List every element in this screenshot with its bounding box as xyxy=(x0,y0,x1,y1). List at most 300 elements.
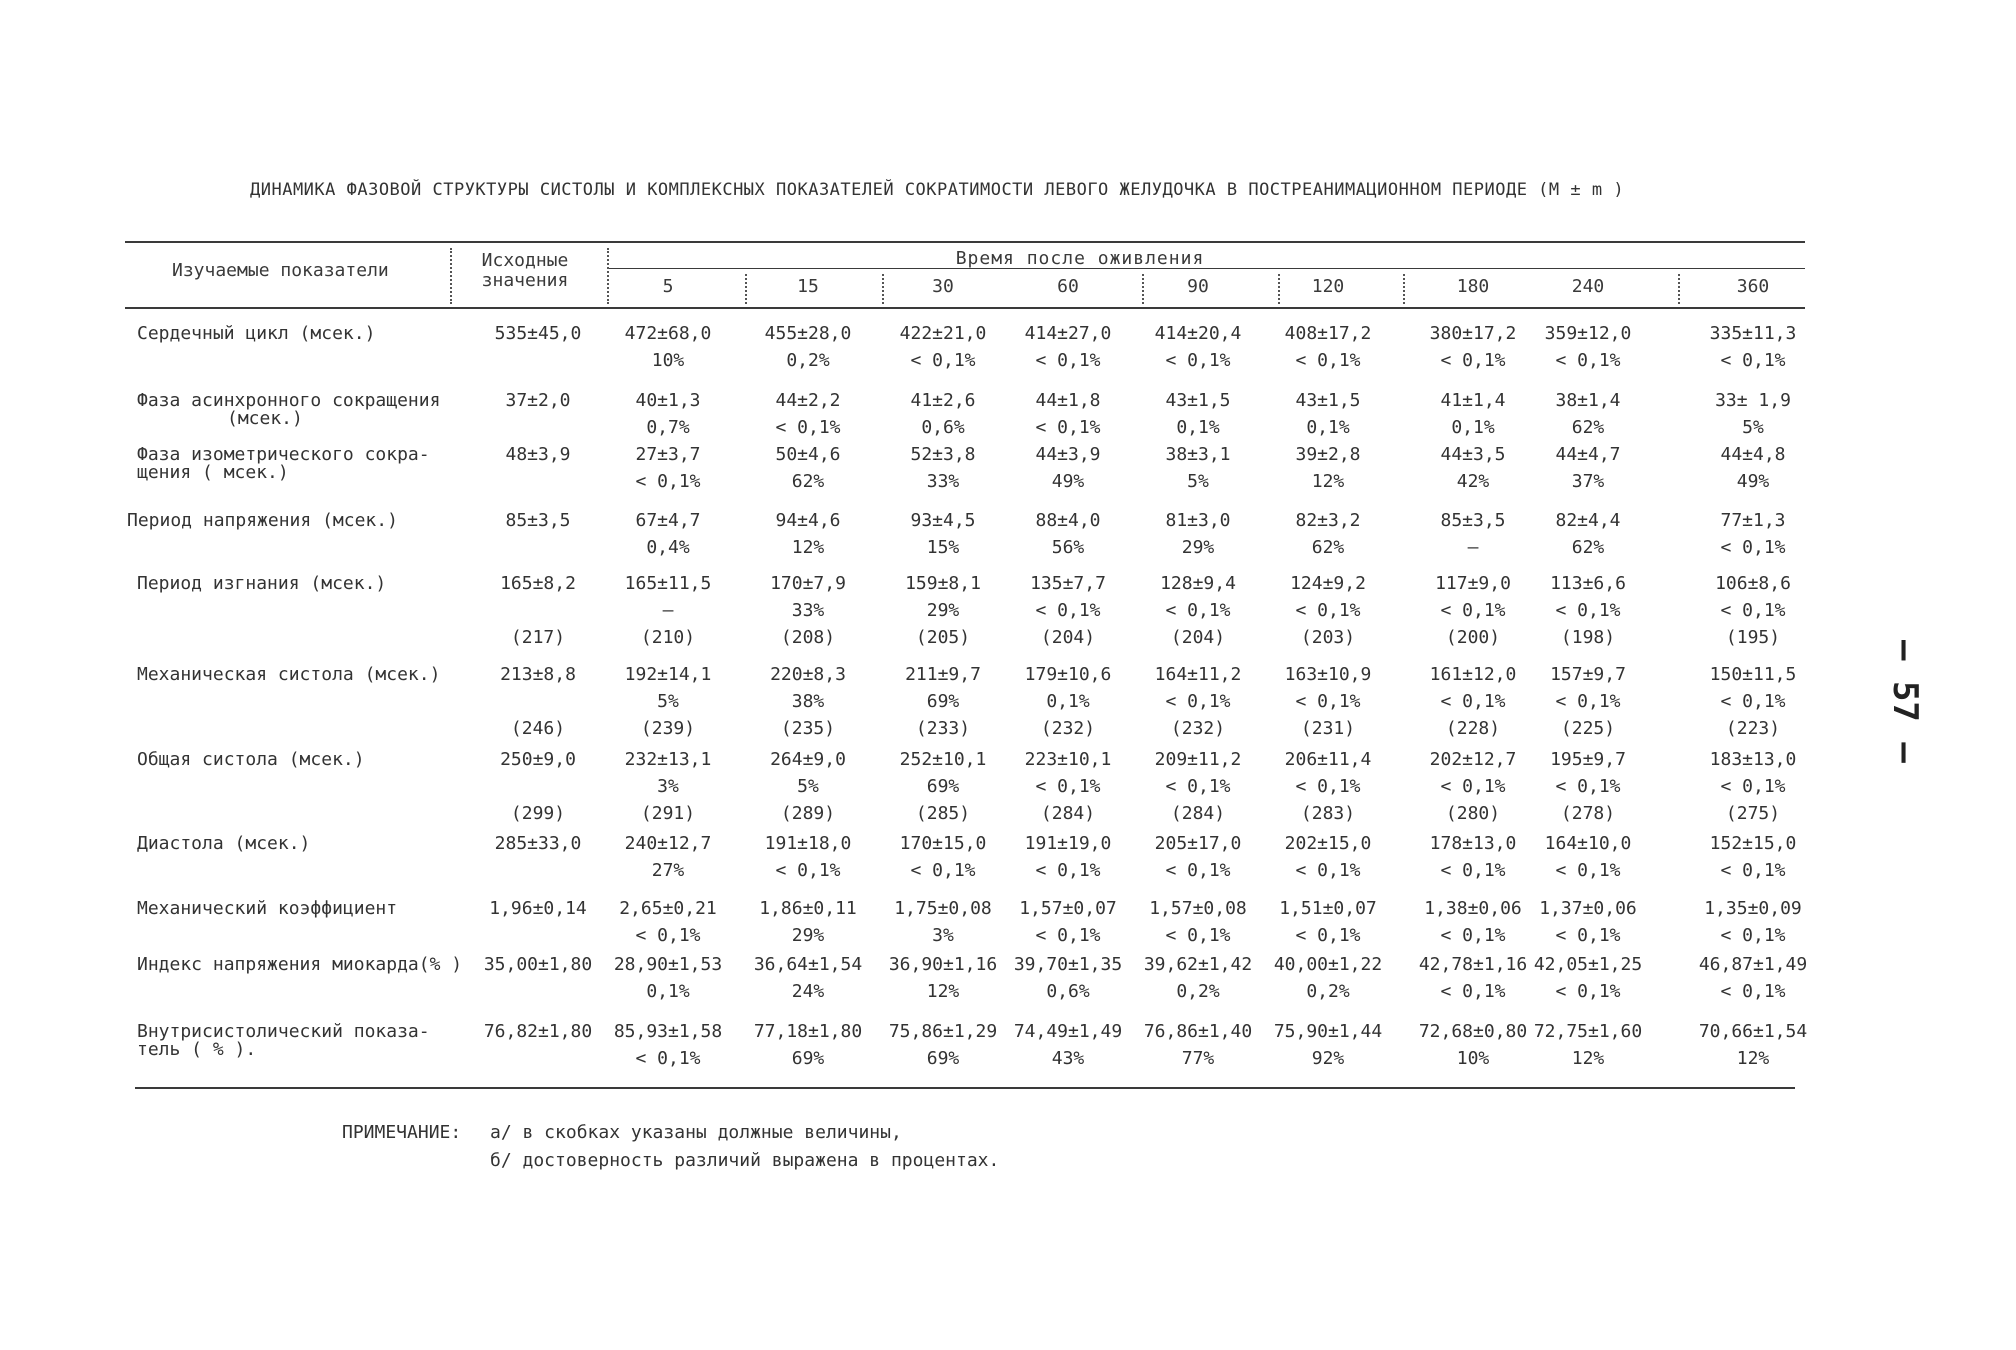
mean-value: 179±10,6 xyxy=(1024,664,1112,685)
value-cell xyxy=(738,951,878,1005)
mean-value: 39,62±1,42 xyxy=(1143,954,1253,975)
significance-value: 0,1% xyxy=(1306,417,1350,438)
row-label-line: Период напряжения (мсек.) xyxy=(127,510,398,531)
significance-value: 38% xyxy=(791,691,825,712)
significance-value: < 0,1% xyxy=(1295,776,1361,797)
significance-value: 0,1% xyxy=(1176,417,1220,438)
value-cell xyxy=(598,570,738,651)
significance-value: < 0,1% xyxy=(1165,600,1231,621)
value-cell xyxy=(598,951,738,1005)
mean-value: 264±9,0 xyxy=(770,749,846,770)
value-cell xyxy=(1128,387,1268,441)
significance-value: 69% xyxy=(926,776,960,797)
expected-value: (223) xyxy=(1725,718,1781,739)
value-cell xyxy=(1258,507,1398,561)
expected-value: (280) xyxy=(1445,803,1501,824)
baseline-cell xyxy=(468,1018,608,1045)
value-cell xyxy=(1128,570,1268,651)
mean-value: 380±17,2 xyxy=(1429,323,1517,344)
value-cell xyxy=(738,830,878,884)
significance-value: < 0,1% xyxy=(1555,600,1621,621)
row-label-line: Диастола (мсек.) xyxy=(137,833,311,854)
significance-value: < 0,1% xyxy=(1720,925,1786,946)
baseline-cell xyxy=(468,895,608,922)
value-cell xyxy=(1258,387,1398,441)
significance-value: 92% xyxy=(1311,1048,1345,1069)
significance-value: < 0,1% xyxy=(1165,350,1231,371)
significance-value: < 0,1% xyxy=(1720,860,1786,881)
expected-value: (246) xyxy=(510,718,566,739)
significance-value: 49% xyxy=(1736,471,1770,492)
mean-value: 88±4,0 xyxy=(1035,510,1101,531)
value-cell xyxy=(1128,320,1268,374)
significance-value: < 0,1% xyxy=(1555,925,1621,946)
significance-value: < 0,1% xyxy=(1165,860,1231,881)
time-column-separator xyxy=(1678,274,1680,304)
significance-value: < 0,1% xyxy=(1440,691,1506,712)
header-separator xyxy=(450,248,452,304)
value-cell xyxy=(998,951,1138,1005)
significance-value: 33% xyxy=(926,471,960,492)
value-cell xyxy=(1258,441,1398,495)
mean-value: 39,70±1,35 xyxy=(1013,954,1123,975)
mean-value: 44±4,8 xyxy=(1720,444,1786,465)
baseline-header-line2: значения xyxy=(481,270,569,291)
row-label xyxy=(137,956,462,974)
significance-value: 0,1% xyxy=(1451,417,1495,438)
row-label xyxy=(137,751,365,769)
mean-value: 46,87±1,49 xyxy=(1698,954,1808,975)
significance-value: < 0,1% xyxy=(1165,925,1231,946)
mean-value: 211±9,7 xyxy=(905,664,981,685)
significance-value: 49% xyxy=(1051,471,1085,492)
mean-value: 85±3,5 xyxy=(505,510,571,531)
value-cell xyxy=(1518,320,1658,374)
mean-value: 94±4,6 xyxy=(775,510,841,531)
value-cell xyxy=(1258,570,1398,651)
mean-value: 164±10,0 xyxy=(1544,833,1632,854)
expected-value: (208) xyxy=(780,627,836,648)
mean-value: 75,90±1,44 xyxy=(1273,1021,1383,1042)
mean-value: 128±9,4 xyxy=(1160,573,1236,594)
value-cell xyxy=(598,320,738,374)
significance-value: 29% xyxy=(1181,537,1215,558)
mean-value: 1,57±0,08 xyxy=(1149,898,1247,919)
row-label-line: (мсек.) xyxy=(227,408,303,429)
mean-value: 414±27,0 xyxy=(1024,323,1112,344)
mean-value: 1,38±0,06 xyxy=(1424,898,1522,919)
row-label xyxy=(137,325,375,343)
value-cell xyxy=(873,387,1013,441)
mean-value: 43±1,5 xyxy=(1295,390,1361,411)
mean-value: 33± 1,9 xyxy=(1715,390,1791,411)
mean-value: 285±33,0 xyxy=(494,833,582,854)
mean-value: 150±11,5 xyxy=(1709,664,1797,685)
expected-value: (285) xyxy=(915,803,971,824)
row-label xyxy=(137,392,440,428)
row-label xyxy=(127,512,398,530)
mean-value: 52±3,8 xyxy=(910,444,976,465)
mean-value: 72,68±0,80 xyxy=(1418,1021,1528,1042)
expected-value: (284) xyxy=(1040,803,1096,824)
mean-value: 170±7,9 xyxy=(770,573,846,594)
value-cell xyxy=(1683,951,1823,1005)
expected-value: (232) xyxy=(1040,718,1096,739)
mean-value: 106±8,6 xyxy=(1715,573,1791,594)
significance-value: 0,1% xyxy=(1046,691,1090,712)
expected-value: (200) xyxy=(1445,627,1501,648)
mean-value: 77,18±1,80 xyxy=(753,1021,863,1042)
mean-value: 44±1,8 xyxy=(1035,390,1101,411)
mean-value: 455±28,0 xyxy=(764,323,852,344)
time-header-120: 120 xyxy=(1311,276,1345,297)
significance-value: 12% xyxy=(791,537,825,558)
value-cell xyxy=(1128,441,1268,495)
significance-value: < 0,1% xyxy=(1035,776,1101,797)
significance-value: < 0,1% xyxy=(635,925,701,946)
mean-value: 44±4,7 xyxy=(1555,444,1621,465)
baseline-header-line1: Исходные xyxy=(481,250,569,271)
expected-value: (284) xyxy=(1170,803,1226,824)
baseline-cell xyxy=(468,507,608,534)
significance-value xyxy=(468,688,608,715)
value-cell xyxy=(998,895,1138,949)
expected-value: (291) xyxy=(640,803,696,824)
value-cell xyxy=(998,746,1138,827)
mean-value: 335±11,3 xyxy=(1709,323,1797,344)
mean-value: 359±12,0 xyxy=(1544,323,1632,344)
significance-value: < 0,1% xyxy=(1440,600,1506,621)
value-cell xyxy=(1128,746,1268,827)
significance-value: 12% xyxy=(1571,1048,1605,1069)
value-cell xyxy=(1683,387,1823,441)
significance-value: < 0,1% xyxy=(1720,981,1786,1002)
value-cell xyxy=(598,387,738,441)
significance-value: 62% xyxy=(1571,537,1605,558)
value-cell xyxy=(1683,895,1823,949)
row-label xyxy=(137,900,397,918)
expected-value: (239) xyxy=(640,718,696,739)
value-cell xyxy=(1518,830,1658,884)
value-cell xyxy=(1258,746,1398,827)
significance-value: < 0,1% xyxy=(1035,600,1101,621)
value-cell xyxy=(738,746,878,827)
mean-value: 213±8,8 xyxy=(500,664,576,685)
significance-value: 10% xyxy=(651,350,685,371)
mean-value: 113±6,6 xyxy=(1550,573,1626,594)
significance-value: 62% xyxy=(791,471,825,492)
significance-value: 62% xyxy=(1311,537,1345,558)
mean-value: 40±1,3 xyxy=(635,390,701,411)
mean-value: 535±45,0 xyxy=(494,323,582,344)
value-cell xyxy=(1683,746,1823,827)
value-cell xyxy=(873,1018,1013,1072)
mean-value: 72,75±1,60 xyxy=(1533,1021,1643,1042)
significance-value: < 0,1% xyxy=(1035,417,1101,438)
mean-value: 1,75±0,08 xyxy=(894,898,992,919)
time-column-separator xyxy=(745,274,747,304)
row-label-line: Период изгнания (мсек.) xyxy=(137,573,387,594)
value-cell xyxy=(1258,830,1398,884)
value-cell xyxy=(873,661,1013,742)
mean-value: 191±18,0 xyxy=(764,833,852,854)
expected-value: (235) xyxy=(780,718,836,739)
baseline-cell xyxy=(468,830,608,857)
mean-value: 38±3,1 xyxy=(1165,444,1231,465)
mean-value: 39±2,8 xyxy=(1295,444,1361,465)
mean-value: 220±8,3 xyxy=(770,664,846,685)
time-header-360: 360 xyxy=(1736,276,1770,297)
time-header-90: 90 xyxy=(1187,276,1209,297)
significance-value: 12% xyxy=(926,981,960,1002)
mean-value: 38±1,4 xyxy=(1555,390,1621,411)
mean-value: 36,90±1,16 xyxy=(888,954,998,975)
expected-value: (204) xyxy=(1170,627,1226,648)
row-label-line: Общая систола (мсек.) xyxy=(137,749,365,770)
value-cell xyxy=(998,570,1138,651)
significance-value: – xyxy=(1467,537,1479,558)
value-cell xyxy=(738,507,878,561)
significance-value: 0,2% xyxy=(786,350,830,371)
mean-value: 117±9,0 xyxy=(1435,573,1511,594)
mean-value: 2,65±0,21 xyxy=(619,898,717,919)
value-cell xyxy=(738,895,878,949)
mean-value: 191±19,0 xyxy=(1024,833,1112,854)
value-cell xyxy=(1258,320,1398,374)
value-cell xyxy=(598,507,738,561)
time-column-separator xyxy=(1142,274,1144,304)
value-cell xyxy=(1683,507,1823,561)
mean-value: 157±9,7 xyxy=(1550,664,1626,685)
significance-value: 12% xyxy=(1311,471,1345,492)
significance-value: < 0,1% xyxy=(1295,600,1361,621)
time-header-30: 30 xyxy=(932,276,954,297)
significance-value: – xyxy=(662,600,674,621)
expected-value: (283) xyxy=(1300,803,1356,824)
baseline-cell xyxy=(468,570,608,651)
value-cell xyxy=(598,746,738,827)
significance-value: < 0,1% xyxy=(1555,350,1621,371)
baseline-cell xyxy=(468,746,608,827)
expected-value: (198) xyxy=(1560,627,1616,648)
value-cell xyxy=(1683,830,1823,884)
mean-value: 76,86±1,40 xyxy=(1143,1021,1253,1042)
value-cell xyxy=(873,746,1013,827)
mean-value: 41±2,6 xyxy=(910,390,976,411)
top-rule xyxy=(125,241,1805,243)
expected-value: (233) xyxy=(915,718,971,739)
value-cell xyxy=(1518,661,1658,742)
significance-value: 29% xyxy=(791,925,825,946)
mean-value: 209±11,2 xyxy=(1154,749,1242,770)
value-cell xyxy=(998,1018,1138,1072)
significance-value: < 0,1% xyxy=(1720,600,1786,621)
mean-value: 252±10,1 xyxy=(899,749,987,770)
value-cell xyxy=(738,570,878,651)
mean-value: 37±2,0 xyxy=(505,390,571,411)
mean-value: 202±15,0 xyxy=(1284,833,1372,854)
significance-value: 24% xyxy=(791,981,825,1002)
significance-value: < 0,1% xyxy=(1555,776,1621,797)
mean-value: 1,96±0,14 xyxy=(489,898,587,919)
significance-value: < 0,1% xyxy=(1165,776,1231,797)
value-cell xyxy=(598,1018,738,1072)
significance-value: < 0,1% xyxy=(1295,691,1361,712)
significance-value: < 0,1% xyxy=(910,350,976,371)
expected-value: (275) xyxy=(1725,803,1781,824)
value-cell xyxy=(1258,895,1398,949)
expected-value: (232) xyxy=(1170,718,1226,739)
significance-value: 0,6% xyxy=(921,417,965,438)
value-cell xyxy=(1518,895,1658,949)
value-cell xyxy=(1258,661,1398,742)
significance-value: 69% xyxy=(791,1048,825,1069)
value-cell xyxy=(998,441,1138,495)
mean-value: 205±17,0 xyxy=(1154,833,1242,854)
significance-value: < 0,1% xyxy=(775,860,841,881)
value-cell xyxy=(738,661,878,742)
mean-value: 40,00±1,22 xyxy=(1273,954,1383,975)
value-cell xyxy=(1258,951,1398,1005)
mean-value: 1,57±0,07 xyxy=(1019,898,1117,919)
significance-value: 29% xyxy=(926,600,960,621)
baseline-cell xyxy=(468,951,608,978)
mean-value: 1,86±0,11 xyxy=(759,898,857,919)
significance-value: < 0,1% xyxy=(1555,981,1621,1002)
time-header-60: 60 xyxy=(1057,276,1079,297)
mean-value: 240±12,7 xyxy=(624,833,712,854)
significance-value: < 0,1% xyxy=(1720,350,1786,371)
mean-value: 472±68,0 xyxy=(624,323,712,344)
row-label-line: Индекс напряжения миокарда(% ) xyxy=(137,954,463,975)
expected-value: (278) xyxy=(1560,803,1616,824)
significance-value: 12% xyxy=(1736,1048,1770,1069)
expected-value: (289) xyxy=(780,803,836,824)
mean-value: 250±9,0 xyxy=(500,749,576,770)
mean-value: 35,00±1,80 xyxy=(483,954,593,975)
value-cell xyxy=(998,320,1138,374)
mean-value: 70,66±1,54 xyxy=(1698,1021,1808,1042)
row-label-line: Внутрисистолический показа- xyxy=(137,1021,430,1042)
expected-value: (217) xyxy=(510,627,566,648)
bottom-rule xyxy=(135,1087,1795,1089)
row-label-line: Механическая систола (мсек.) xyxy=(137,664,441,685)
significance-value: 3% xyxy=(932,925,954,946)
significance-value: 62% xyxy=(1571,417,1605,438)
value-cell xyxy=(1518,570,1658,651)
value-cell xyxy=(1128,1018,1268,1072)
baseline-cell xyxy=(468,441,608,468)
row-label xyxy=(137,446,430,482)
value-cell xyxy=(598,895,738,949)
mean-value: 152±15,0 xyxy=(1709,833,1797,854)
mean-value: 183±13,0 xyxy=(1709,749,1797,770)
mean-value: 75,86±1,29 xyxy=(888,1021,998,1042)
mean-value: 163±10,9 xyxy=(1284,664,1372,685)
time-column-separator xyxy=(1403,274,1405,304)
significance-value: 0,2% xyxy=(1306,981,1350,1002)
row-label xyxy=(137,1023,430,1059)
significance-value: < 0,1% xyxy=(1720,776,1786,797)
value-cell xyxy=(738,320,878,374)
significance-value: < 0,1% xyxy=(1035,860,1101,881)
value-cell xyxy=(1128,830,1268,884)
significance-value: 15% xyxy=(926,537,960,558)
value-cell xyxy=(598,441,738,495)
mean-value: 408±17,2 xyxy=(1284,323,1372,344)
value-cell xyxy=(738,1018,878,1072)
value-cell xyxy=(998,830,1138,884)
mean-value: 223±10,1 xyxy=(1024,749,1112,770)
mean-value: 50±4,6 xyxy=(775,444,841,465)
significance-value: 5% xyxy=(1742,417,1764,438)
table-title: ДИНАМИКА ФАЗОВОЙ СТРУКТУРЫ СИСТОЛЫ И КОМПЛЕКСНЫХ ПОКАЗАТЕЛЕЙ СОКРАТИМОСТИ ЛЕВОГО ЖЕЛУДОЧКА В ПОСТРЕАНИМАЦИОННОМ ПЕРИОДЕ (М ± m ) xyxy=(250,180,1625,200)
value-cell xyxy=(873,320,1013,374)
row-label-line: Сердечный цикл (мсек.) xyxy=(137,323,376,344)
expected-value: (231) xyxy=(1300,718,1356,739)
significance-value: < 0,1% xyxy=(775,417,841,438)
row-label xyxy=(137,835,310,853)
mean-value: 42,78±1,16 xyxy=(1418,954,1528,975)
mean-value: 1,37±0,06 xyxy=(1539,898,1637,919)
baseline-cell xyxy=(468,387,608,414)
significance-value: < 0,1% xyxy=(1440,925,1506,946)
value-cell xyxy=(1683,570,1823,651)
header-separator xyxy=(607,248,609,304)
expected-value: (225) xyxy=(1560,718,1616,739)
significance-value: < 0,1% xyxy=(1440,350,1506,371)
value-cell xyxy=(738,387,878,441)
row-label xyxy=(137,666,440,684)
value-cell xyxy=(873,951,1013,1005)
mean-value: 93±4,5 xyxy=(910,510,976,531)
significance-value: 5% xyxy=(1187,471,1209,492)
value-cell xyxy=(998,507,1138,561)
significance-value xyxy=(468,597,608,624)
value-cell xyxy=(1518,951,1658,1005)
value-cell xyxy=(1128,661,1268,742)
mean-value: 1,35±0,09 xyxy=(1704,898,1802,919)
mean-value: 195±9,7 xyxy=(1550,749,1626,770)
mean-value: 165±11,5 xyxy=(624,573,712,594)
mean-value: 43±1,5 xyxy=(1165,390,1231,411)
significance-value: 5% xyxy=(657,691,679,712)
time-group-header: Время после оживления xyxy=(955,248,1205,269)
row-label-line: тель ( % ). xyxy=(137,1039,257,1060)
mean-value: 81±3,0 xyxy=(1165,510,1231,531)
significance-value: 27% xyxy=(651,860,685,881)
value-cell xyxy=(873,830,1013,884)
expected-value: (210) xyxy=(640,627,696,648)
time-header-180: 180 xyxy=(1456,276,1490,297)
value-cell xyxy=(1518,746,1658,827)
value-cell xyxy=(1128,895,1268,949)
value-cell xyxy=(1518,1018,1658,1072)
significance-value: 0,6% xyxy=(1046,981,1090,1002)
significance-value: 0,7% xyxy=(646,417,690,438)
time-header-5: 5 xyxy=(662,276,674,297)
note-line-2: б/ достоверность различий выражена в процентах. xyxy=(490,1150,1000,1171)
row-label xyxy=(137,575,386,593)
value-cell xyxy=(1683,1018,1823,1072)
significance-value: < 0,1% xyxy=(1440,981,1506,1002)
significance-value: < 0,1% xyxy=(1440,776,1506,797)
significance-value: < 0,1% xyxy=(1295,925,1361,946)
row-label-line: Фаза асинхронного сокращения xyxy=(137,390,441,411)
significance-value: < 0,1% xyxy=(1035,350,1101,371)
mean-value: 76,82±1,80 xyxy=(483,1021,593,1042)
mean-value: 82±4,4 xyxy=(1555,510,1621,531)
